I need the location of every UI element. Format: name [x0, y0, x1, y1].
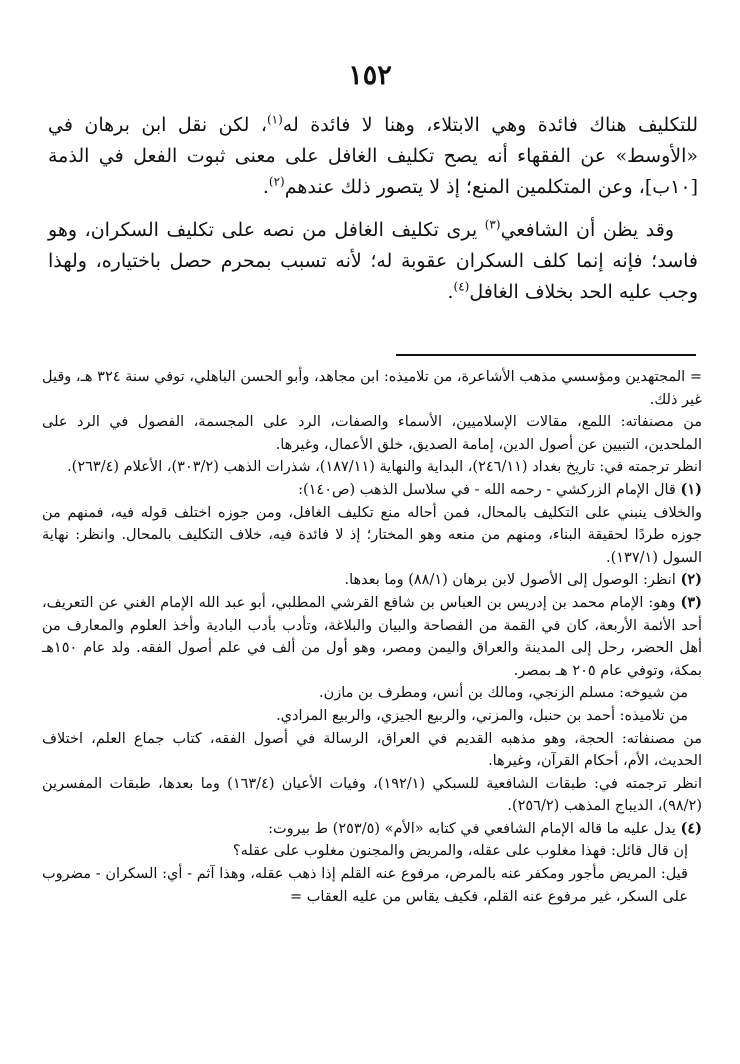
footnote-3-works: من مصنفاته: الحجة، وهو مذهبه القديم في العراق، الرسالة في أصول الفقه، كتاب جماع العلم، اختلاف الحديث، الأم، أحكام القرآن، وغيرها. — [42, 730, 702, 770]
footnote-4-question: إن قال قائل: فهذا مغلوب على عقله، والمريض والمجنون مغلوب على عقله؟ — [232, 843, 688, 860]
main-paragraph-1: للتكليف هناك فائدة وهي الابتلاء، وهنا لا فائدة له$^{(١)}$، لكن نقل ابن برهان في «الأوسط» عن الفقهاء أنه يصح تكليف الغافل على معنى ثبوت الفعل في الذمة [١٠ب]، وعن المتكلمين المنع؛ إذ لا يتصور ذلك عندهم$^{(٢)}$. — [48, 112, 698, 198]
footnote-3-students: من تلاميذه: أحمد بن حنبل، والمزني، والربيع الجيزي، والربيع المرادي. — [276, 707, 688, 724]
footnote-continuation-sources: انظر ترجمته في: تاريخ بغداد (٢٤٦/١١)، البداية والنهاية (١٨٧/١١)، شذرات الذهب (٣٠٣/٢)، الأعلام (٢٦٣/٤). — [67, 459, 702, 476]
footnotes — [42, 366, 702, 908]
footnote-divider — [396, 354, 696, 356]
footnote-number: (٤) — [680, 819, 702, 837]
footnote-number: (٣) — [680, 593, 702, 611]
footnote-ref-2[interactable]: (٢) — [268, 174, 285, 189]
footnote-number: (٢) — [680, 571, 702, 589]
footnote-1-quote: والخلاف ينبني على التكليف بالمحال، فمن أحاله منع تكليف الغافل، ومن جوزه اختلف قوله فيه، فمنهم من جوزه طردًا لحقيقة البناء، ومنهم من منعه وهو المختار؛ إذ لا فائدة فيه، خلاف التكليف بالمحال. وانظر: نهاية السول (١٣٧/١). — [42, 504, 702, 566]
footnote-continuation: = المجتهدين ومؤسسي مذهب الأشاعرة، من تلاميذه: ابن مجاهد، وأبو الحسن الباهلي، توفي سنة ٣٢٤ هـ، وقيل غير ذلك. — [42, 369, 702, 408]
footnote-ref-3[interactable]: (٣) — [484, 217, 501, 232]
footnote-continuation-works: من مصنفاته: اللمع، مقالات الإسلاميين، الأسماء والصفات، الرد على المجسمة، الفصول في الرد على الملحدين، التبيين عن أصول الدين، إمامة الصديق، خلق الأعمال، وغيرها. — [42, 414, 702, 453]
main-paragraph-2: وقد يظن أن الشافعي$^{(٣)}$ يرى تكليف الغافل من نصه على تكليف السكران، وهو فاسد؛ فإنه إنما كلف السكران عقوبة له؛ لأنه تسبب بمحرم حصل باختياره، ولهذا وجب عليه الحد بخلاف الغافل$^{(٤)}$. — [48, 217, 698, 303]
footnote-3-sources: انظر ترجمته في: طبقات الشافعية للسبكي (١٩٢/١)، وفيات الأعيان (١٦٣/٤) وما بعدها، طبقات المفسرين (٩٨/٢)، الديباج المذهب (٢٥٦/٢). — [42, 775, 702, 815]
footnote-1: (١) قال الإمام الزركشي - رحمه الله - في سلاسل الذهب (ص١٤٠): — [298, 480, 702, 498]
page-number: ١٥٢ — [348, 60, 392, 91]
footnote-ref-1[interactable]: (١) — [266, 112, 283, 127]
footnote-3-teachers: من شيوخه: مسلم الزنجي، ومالك بن أنس، ومطرف بن مازن. — [318, 685, 688, 702]
footnote-4-answer: قيل: المريض مأجور ومكفر عنه بالمرض، مرفوع عنه القلم إذا ذهب عقله، وهذا آثم - أي: السكران - مضروب على السكر، غير مرفوع عنه القلم، فكيف يقاس من عليه العقاب = — [42, 866, 688, 905]
footnote-4: (٤) يدل عليه ما قاله الإمام الشافعي في كتابه «الأم» (٢٥٣/٥) ط بيروت: — [268, 819, 702, 837]
footnote-3: (٣) وهو: الإمام محمد بن إدريس بن العباس بن شافع القرشي المطلبي، أبو عبد الله الإمام الغني عن التعريف، أحد الأئمة الأربعة، كان في القمة من الفصاحة والبيان والبلاغة، وتأدب بأدب البادية وأخذ العلوم والمعارف من أهل الحضر، رحل إلى المدينة والعراق واليمن ومصر، وهو أول من ألف في علم أصول الفقه. ولد عام ١٥٠هـ بمكة، وتوفي عام ٢٠٥ هـ بمصر. — [42, 593, 702, 679]
footnote-number: (١) — [680, 480, 702, 498]
footnote-ref-4[interactable]: (٤) — [453, 279, 470, 294]
main-text — [48, 110, 698, 308]
footnote-2: (٢) انظر: الوصول إلى الأصول لابن برهان (٨٨/١) وما بعدها. — [344, 571, 702, 589]
